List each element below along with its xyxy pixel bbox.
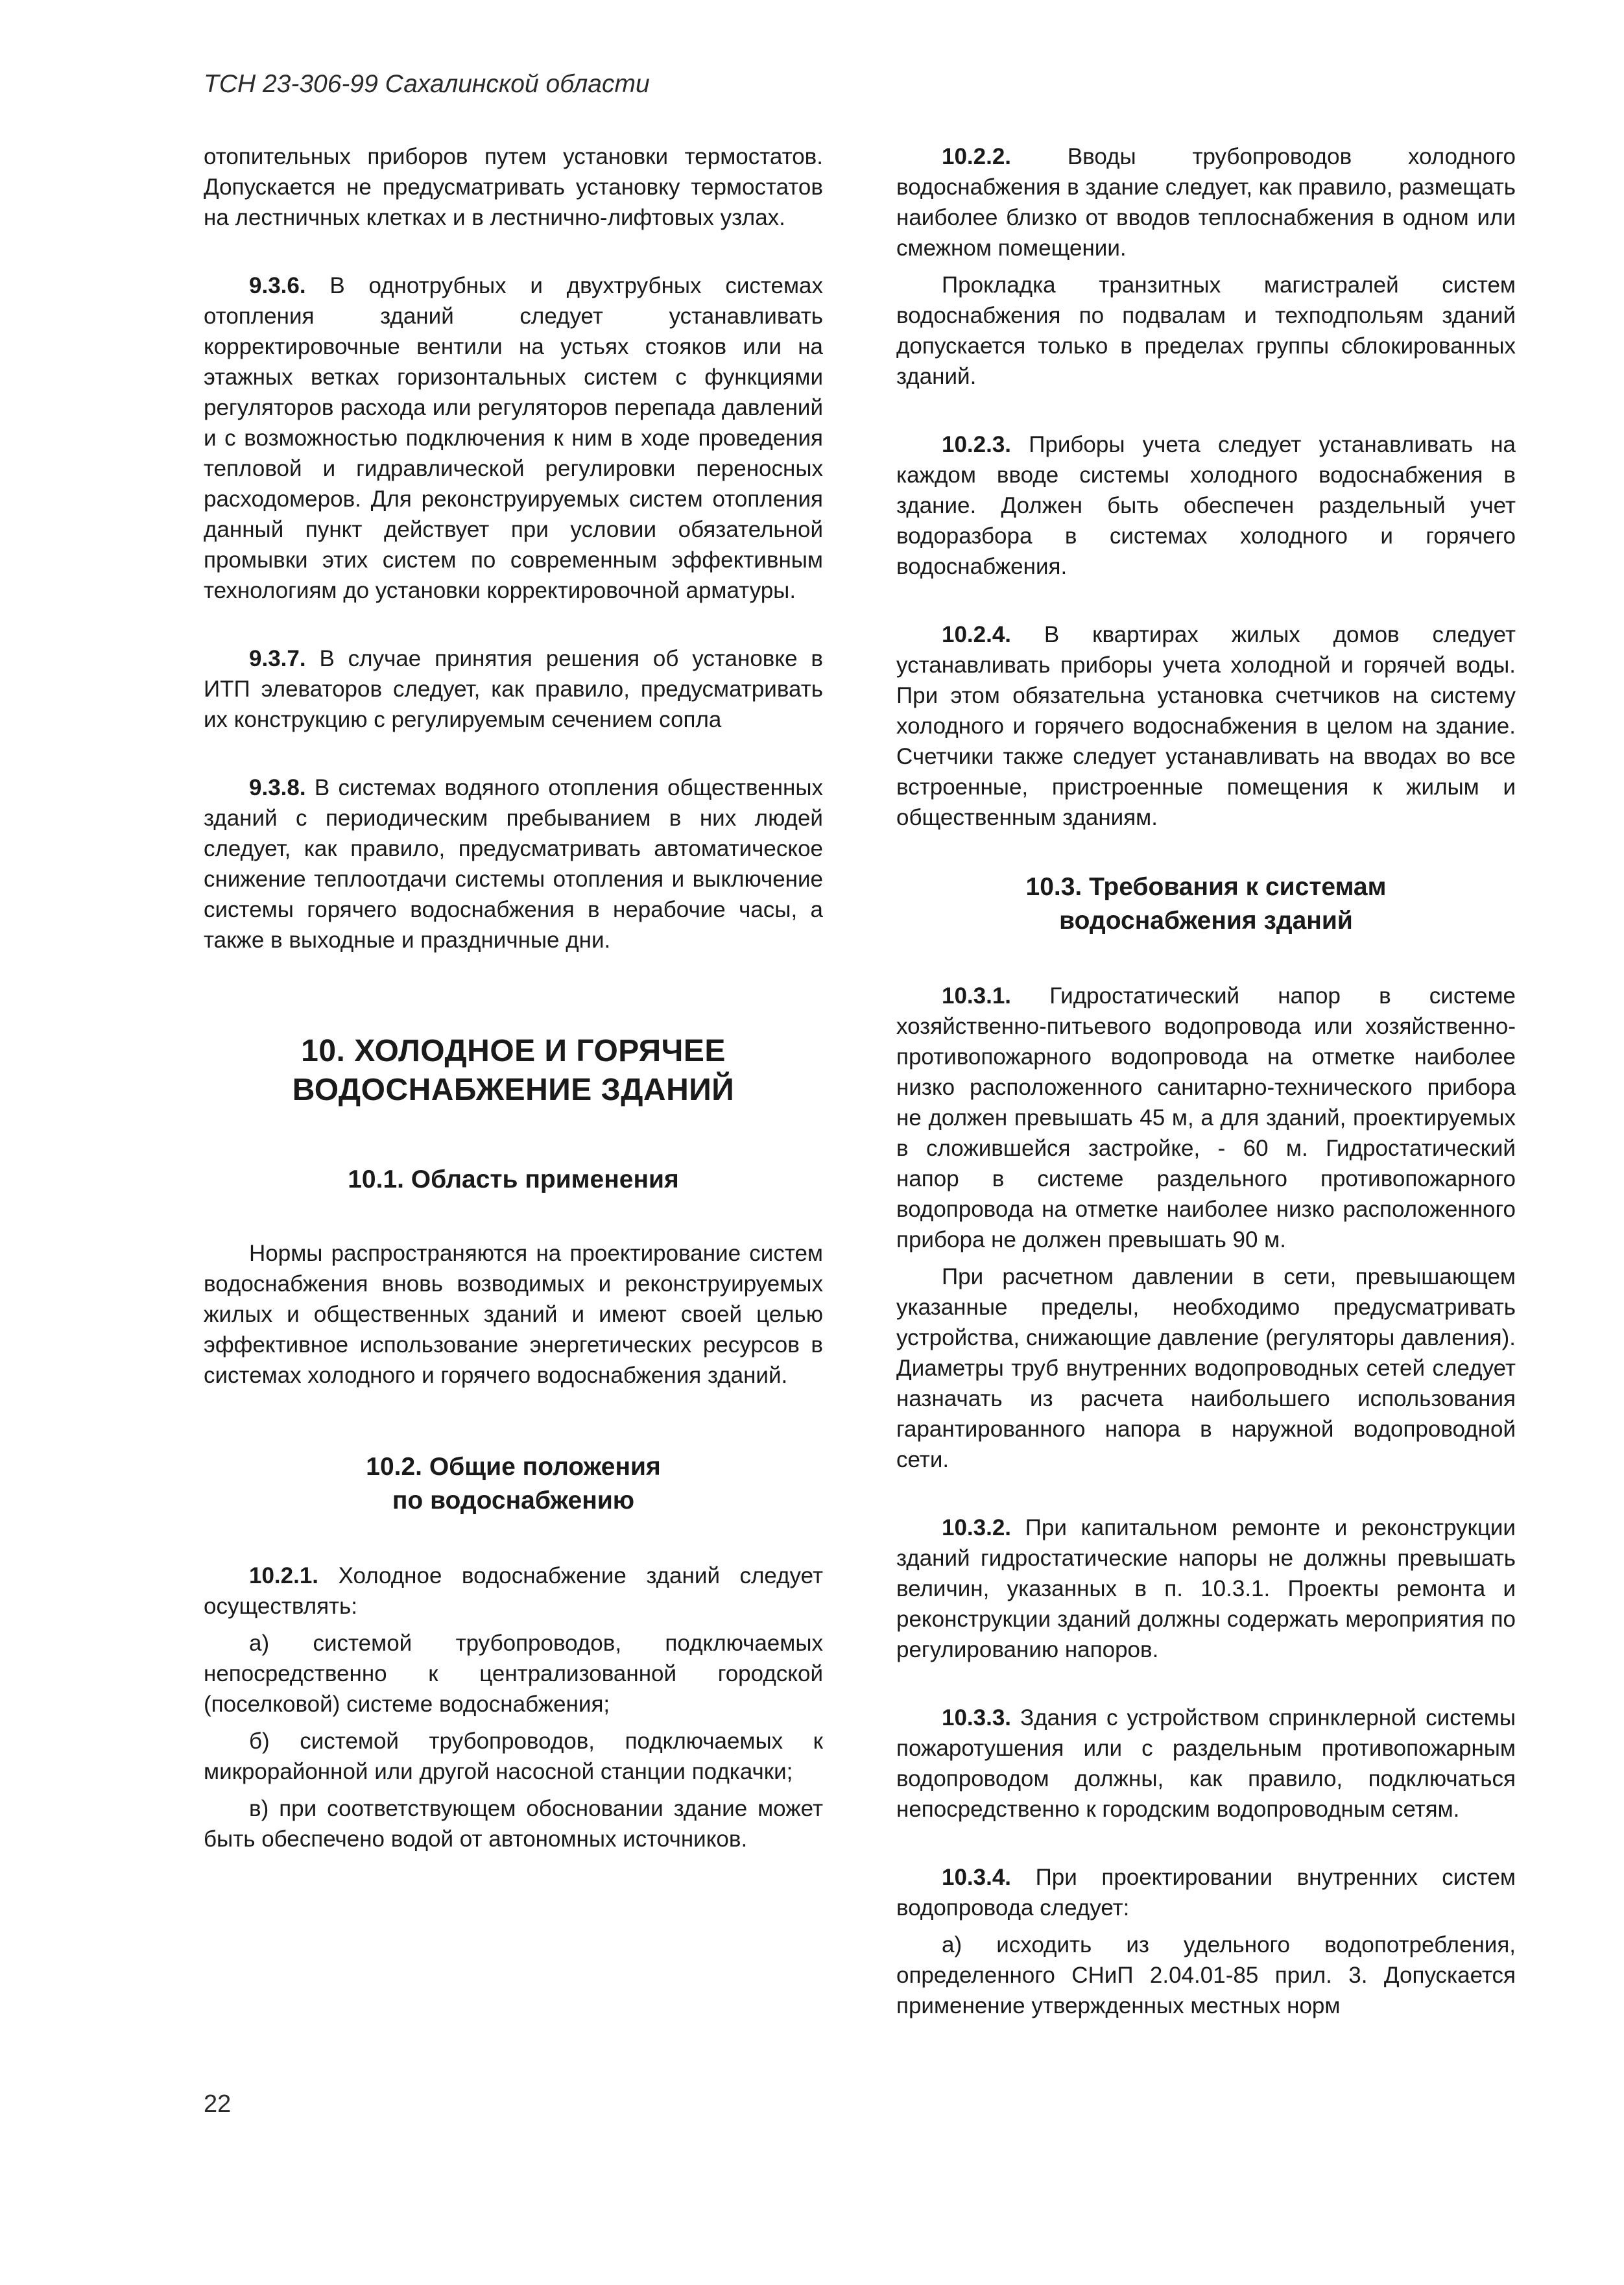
list-item-a: а) исходить из удельного водопотребления, определенного СНиП 2.04.01-85 прил. 3. Допускается применение утвержденных местных норм bbox=[896, 1932, 1516, 2018]
clause-number: 10.2.2. bbox=[942, 144, 1012, 169]
clause-text: Холодное водоснабжение зданий следует осуществлять: bbox=[204, 1563, 823, 1619]
subsection-heading-10-2 bbox=[204, 1450, 823, 1518]
section-heading-line: ВОДОСНАБЖЕНИЕ ЗДАНИЙ bbox=[292, 1073, 735, 1107]
paragraph-continued: отопительных приборов путем установки термостатов. Допускается не предусматривать установку термостатов на лестничных клетках и в лестнично-лифтовых узлах. bbox=[204, 144, 823, 230]
running-title: ТСН 23-306-99 Сахалинской области bbox=[204, 70, 650, 98]
page-number: 22 bbox=[204, 2090, 232, 2118]
clause-number: 10.2.4. bbox=[942, 622, 1012, 647]
clause-10-2-2 bbox=[896, 141, 1516, 263]
clause-text: В квартирах жилых домов следует устанавливать приборы учета холодной и горячей воды. При этом обязательна установка счетчиков на систему холодного и горячего водоснабжения в целом на здание. Счетчики также следует устанавливать на вводах во все встроенные, пристроенные помещения к жилым и общественным зданиям. bbox=[896, 622, 1516, 830]
clause-text: Приборы учета следует устанавливать на каждом вводе системы холодного водоснабжения в здание. Должен быть обеспечен раздельный учет водоразбора в системах холодного и горячего водоснабжения. bbox=[896, 432, 1516, 579]
clause-text: Гидростатический напор в системе хозяйственно-питьевого водопровода или хозяйственно-противопожарного водопровода на отметке наиболее низко расположенного санитарно-технического прибора не должен превышать 45 м, а для зданий, проектируемых в сложившейся застройке, - 60 м. Гидростатический напор в системе раздельного противопожарного водопровода на отметке наиболее низко расположенного прибора не должен превышать 90 м. bbox=[896, 983, 1516, 1252]
clause-10-3-1 bbox=[896, 981, 1516, 1255]
clause-text: При капитальном ремонте и реконструкции зданий гидростатические напоры не должны превышать величин, указанных в п. 10.3.1. Проекты ремонта и реконструкции зданий должны содержать мероприятия по регулированию напоров. bbox=[896, 1515, 1516, 1662]
clause-number: 9.3.7. bbox=[249, 646, 306, 671]
section-heading-10 bbox=[204, 1032, 823, 1110]
clause-text: Вводы трубопроводов холодного водоснабжения в здание следует, как правило, размещать наиболее близко от вводов теплоснабжения в одном или смежном помещении. bbox=[896, 144, 1516, 261]
left-column bbox=[204, 141, 823, 1854]
right-column bbox=[896, 141, 1516, 2021]
clause-number: 10.2.1. bbox=[249, 1563, 319, 1588]
clause-text: При проектировании внутренних систем водопровода следует: bbox=[896, 1865, 1516, 1920]
clause-9-3-7 bbox=[204, 643, 823, 735]
clause-number: 10.3.4. bbox=[942, 1865, 1012, 1890]
subsection-heading-10-3 bbox=[896, 870, 1516, 938]
list-item-a: а) системой трубопроводов, подключаемых непосредственно к централизованной городской (поселковой) системе водоснабжения; bbox=[204, 1631, 823, 1717]
clause-text: В однотрубных и двухтрубных системах отопления зданий следует устанавливать корректировочные вентили на устьях стояков или на этажных ветках горизонтальных систем с функциями регуляторов расхода или регуляторов перепада давлений и с возможностью подключения к ним в ходе проведения тепловой и гидравлической регулировки переносных расходомеров. Для реконструируемых систем отопления данный пункт действует при условии обязательной промывки этих систем по современным эффективным технологиям до установки корректировочной арматуры. bbox=[204, 273, 823, 603]
clause-10-2-4 bbox=[896, 619, 1516, 833]
subsection-heading-line: 10.3. Требования к системам bbox=[1025, 873, 1387, 901]
list-item-b: б) системой трубопроводов, подключаемых к микрорайонной или другой насосной станции подкачки; bbox=[204, 1729, 823, 1784]
clause-10-3-2 bbox=[896, 1513, 1516, 1665]
clause-number: 10.3.2. bbox=[942, 1515, 1012, 1540]
list-item-c: в) при соответствующем обосновании здание может быть обеспечено водой от автономных источников. bbox=[204, 1796, 823, 1852]
clause-number: 9.3.6. bbox=[249, 273, 306, 298]
clause-10-3-1-paragraph-2: При расчетном давлении в сети, превышающем указанные пределы, необходимо предусматривать устройства, снижающие давление (регуляторы давления). Диаметры труб внутренних водопроводных сетей следует назначать из расчета наибольшего использования гарантированного напора в наружной водопроводной сети. bbox=[896, 1264, 1516, 1472]
section-heading-line: 10. ХОЛОДНОЕ И ГОРЯЧЕЕ bbox=[301, 1034, 726, 1068]
subsection-heading-line: водоснабжения зданий bbox=[1059, 907, 1353, 935]
clause-10-3-3 bbox=[896, 1703, 1516, 1824]
subsection-heading-line: 10.2. Общие положения bbox=[366, 1453, 661, 1481]
clause-10-3-4 bbox=[896, 1862, 1516, 1923]
clause-text: В случае принятия решения об установке в ИТП элеваторов следует, как правило, предусматривать их конструкцию с регулируемым сечением сопла bbox=[204, 646, 823, 732]
subsection-heading-10-1: 10.1. Область применения bbox=[348, 1166, 679, 1193]
scope-paragraph: Нормы распространяются на проектирование систем водоснабжения вновь возводимых и реконструируемых жилых и общественных зданий и имеют своей целью эффективное использование энергетических ресурсов в системах холодного и горячего водоснабжения зданий. bbox=[204, 1241, 823, 1388]
clause-number: 10.3.1. bbox=[942, 983, 1012, 1009]
clause-10-2-2-paragraph-2: Прокладка транзитных магистралей систем водоснабжения по подвалам и техподпольям зданий допускается только в пределах группы сблокированных зданий. bbox=[896, 272, 1516, 389]
clause-number: 10.3.3. bbox=[942, 1705, 1012, 1730]
clause-9-3-8 bbox=[204, 772, 823, 955]
clause-text: В системах водяного отопления общественных зданий с периодическим пребыванием в них людей следует, как правило, предусматривать автоматическое снижение теплоотдачи системы отопления и выключение системы горячего водоснабжения в нерабочие часы, а также в выходные и праздничные дни. bbox=[204, 775, 823, 953]
clause-10-2-3 bbox=[896, 429, 1516, 582]
clause-number: 10.2.3. bbox=[942, 432, 1012, 457]
clause-9-3-6 bbox=[204, 270, 823, 606]
clause-number: 9.3.8. bbox=[249, 775, 306, 800]
subsection-heading-line: по водоснабжению bbox=[392, 1487, 635, 1514]
clause-text: Здания с устройством спринклерной системы пожаротушения или с раздельным противопожарным водопроводом должны, как правило, подключаться непосредственно к городским водопроводным сетям. bbox=[896, 1705, 1516, 1822]
clause-10-2-1 bbox=[204, 1561, 823, 1621]
